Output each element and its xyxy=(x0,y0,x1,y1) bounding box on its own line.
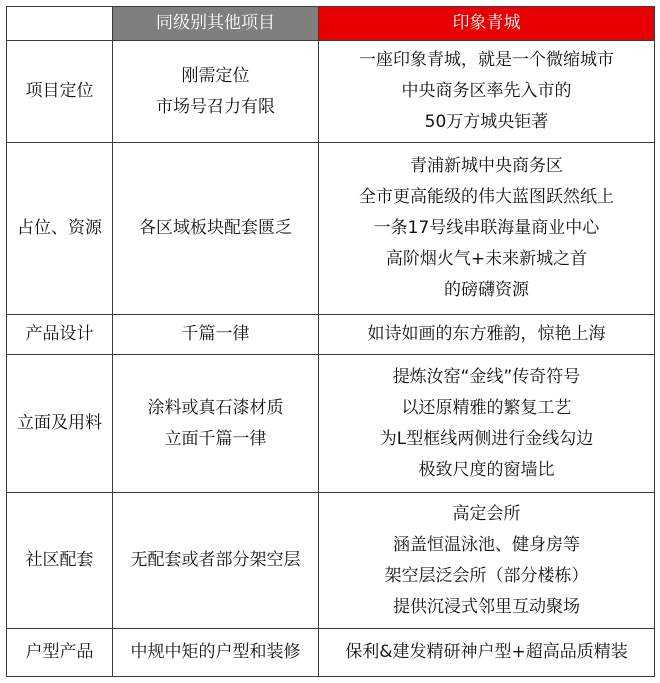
cell-line: 以还原精雅的繁复工艺 xyxy=(401,397,572,418)
table-row xyxy=(7,41,655,143)
cell-line: 中规中矩的户型和装修 xyxy=(130,642,301,662)
cell-line: 各区域板块配套匮乏 xyxy=(139,218,292,238)
header-other-projects: 同级别其他项目 xyxy=(113,7,319,41)
cell-line: 如诗如画的东方雅韵，惊艳上海 xyxy=(367,324,606,344)
header-row xyxy=(7,7,655,41)
row-label: 产品设计 xyxy=(7,315,113,355)
brand-cell xyxy=(319,143,655,315)
other-cell xyxy=(113,143,319,315)
cell-line: 涂料或真石漆材质 xyxy=(147,397,284,418)
other-cell xyxy=(113,315,319,355)
cell-line: 青浦新城中央商务区 xyxy=(410,156,563,176)
cell-line: 提炼汝窑“金线”传奇符号 xyxy=(392,366,581,387)
brand-cell xyxy=(319,629,655,677)
cell-line: 立面千篇一律 xyxy=(164,428,267,449)
cell-line: 涵盖恒温泳池、健身房等 xyxy=(393,534,580,555)
header-impression-qingcheng: 印象青城 xyxy=(319,7,655,41)
brand-cell xyxy=(319,41,655,143)
row-label: 占位、资源 xyxy=(7,143,113,315)
other-cell xyxy=(113,493,319,629)
cell-line: 一座印象青城，就是一个微缩城市 xyxy=(359,50,614,70)
other-cell xyxy=(113,629,319,677)
cell-line: 50万方城央钜著 xyxy=(424,112,549,132)
table-row xyxy=(7,143,655,315)
cell-line: 一条17号线串联海量商业中心 xyxy=(373,218,600,238)
cell-line: 全市更高能级的伟大蓝图跃然纸上 xyxy=(359,187,614,207)
other-cell xyxy=(113,41,319,143)
row-label: 户型产品 xyxy=(7,629,113,677)
cell-line: 千篇一律 xyxy=(181,324,250,344)
brand-cell xyxy=(319,315,655,355)
cell-line: 无配套或者部分架空层 xyxy=(130,550,301,570)
cell-line: 的磅礴资源 xyxy=(444,280,529,300)
cell-line: 为L型框线两侧进行金线勾边 xyxy=(379,428,594,449)
comparison-table xyxy=(6,6,655,677)
cell-line: 中央商务区率先入市的 xyxy=(401,81,572,101)
table-row xyxy=(7,493,655,629)
cell-line: 高定会所 xyxy=(452,503,521,524)
cell-line: 架空层泛会所（部分楼栋） xyxy=(384,565,589,586)
table-row xyxy=(7,355,655,493)
row-label: 项目定位 xyxy=(7,41,113,143)
cell-line: 提供沉浸式邻里互动聚场 xyxy=(393,596,580,617)
cell-line: 刚需定位 xyxy=(181,65,250,86)
row-label: 立面及用料 xyxy=(7,355,113,493)
header-corner-cell xyxy=(7,7,113,41)
brand-cell xyxy=(319,355,655,493)
brand-cell xyxy=(319,493,655,629)
row-label: 社区配套 xyxy=(7,493,113,629)
cell-line: 市场号召力有限 xyxy=(156,96,275,117)
cell-line: 极致尺度的窗墙比 xyxy=(418,459,555,480)
table-row xyxy=(7,315,655,355)
other-cell xyxy=(113,355,319,493)
table-row xyxy=(7,629,655,677)
cell-line: 保利&建发精研神户型+超高品质精装 xyxy=(345,642,628,662)
cell-line: 高阶烟火气+未来新城之首 xyxy=(385,249,588,269)
